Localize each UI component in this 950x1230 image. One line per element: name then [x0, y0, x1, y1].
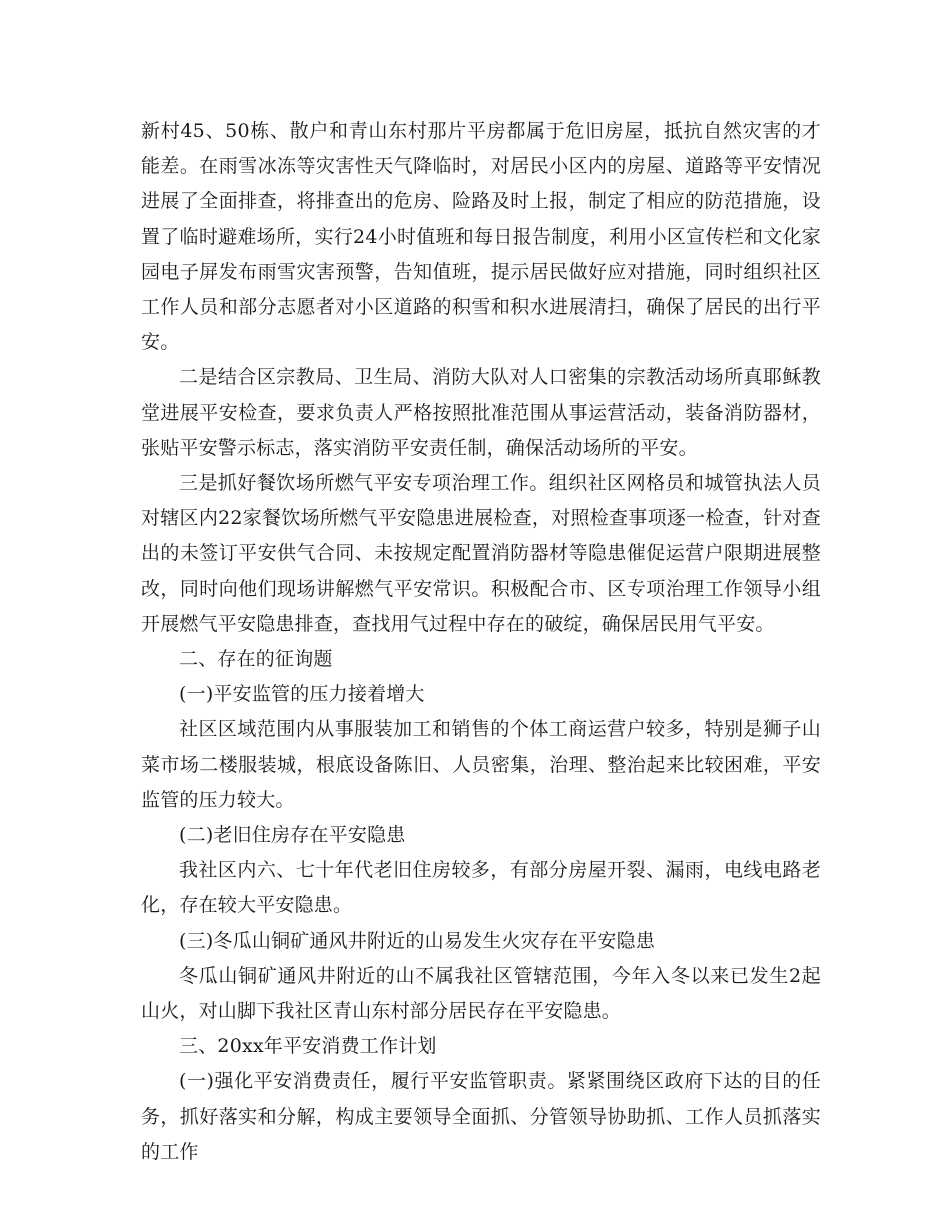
- paragraph-continued-hazard-housing: 新村45、50栋、散户和青山东村那片平房都属于危旧房屋，抵抗自然灾害的才能差。在雨雪冰冻等灾害性天气降临时，对居民小区内的房屋、道路等平安情况进展了全面排查，将排查出的危房、险路及时上报，制定了相应的防范措施，设置了临时避难场所，实行24小时值班和每日报告制度，利用小区宣传栏和文化家园电子屏发布雨雪灾害预警，告知值班，提示居民做好应对措施，同时组织社区工作人员和部分志愿者对小区道路的积雪和积水进展清扫，确保了居民的出行平安。: [141, 120, 821, 354]
- section-heading-existing-problems: 二、存在的征询题: [179, 648, 333, 671]
- paragraph-safety-responsibility: (一)强化平安消费责任，履行平安监管职责。紧紧围绕区政府下达的目的任务，抓好落实和分解，构成主要领导全面抓、分管领导协助抓、工作人员抓落实的工作: [141, 1070, 821, 1163]
- paragraph-religious-venue-inspection: 二是结合区宗教局、卫生局、消防大队对人口密集的宗教活动场所真耶稣教堂进展平安检查，要求负责人严格按照批准范围从事运营活动，装备消防器材，张贴平安警示标志，落实消防平安责任制，确保活动场所的平安。: [141, 366, 821, 459]
- subheading-old-housing: (二)老旧住房存在平安隐患: [179, 824, 406, 847]
- paragraph-gas-safety-campaign: 三是抓好餐饮场所燃气平安专项治理工作。组织社区网格员和城管执法人员对辖区内22家餐饮场所燃气平安隐患进展检查，对照检查事项逐一检查，针对查出的未签订平安供气合同、未按规定配置消防器材等隐患催促运营户限期进展整改，同时向他们现场讲解燃气平安常识。积极配合市、区专项治理工作领导小组开展燃气平安隐患排查，查找用气过程中存在的破绽，确保居民用气平安。: [141, 472, 821, 635]
- document-body: [141, 114, 821, 1170]
- paragraph-mountain-fire-risk: 冬瓜山铜矿通风井附近的山不属我社区管辖范围，今年入冬以来已发生2起山火，对山脚下我社区青山东村部分居民存在平安隐患。: [141, 964, 821, 1023]
- paragraph-supervision-pressure: 社区区域范围内从事服装加工和销售的个体工商运营户较多，特别是狮子山菜市场二楼服装城，根底设备陈旧、人员密集，治理、整治起来比较困难，平安监管的压力较大。: [141, 718, 821, 811]
- subheading-mountain-fire-risk: (三)冬瓜山铜矿通风井附近的山易发生火灾存在平安隐患: [179, 929, 656, 952]
- section-heading-work-plan: 三、20xx年平安消费工作计划: [179, 1035, 437, 1058]
- paragraph-old-housing: 我社区内六、七十年代老旧住房较多，有部分房屋开裂、漏雨，电线电路老化，存在较大平安隐患。: [141, 859, 821, 917]
- subheading-supervision-pressure: (一)平安监管的压力接着增大: [179, 683, 425, 706]
